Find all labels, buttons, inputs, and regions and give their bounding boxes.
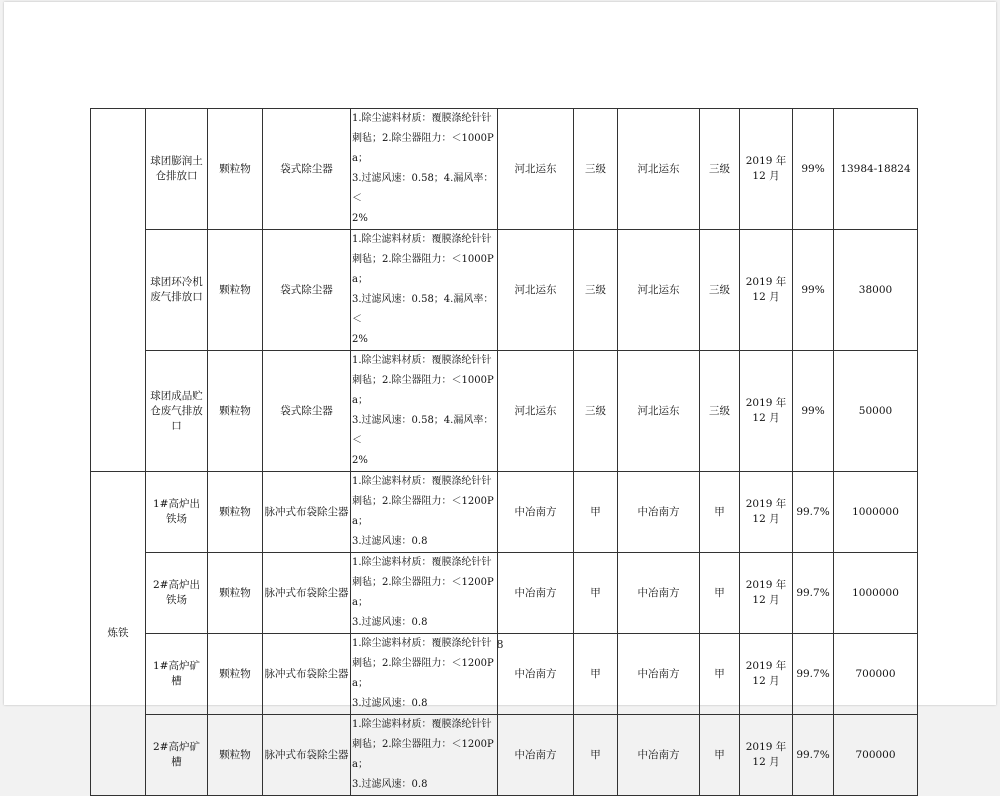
spec-line: 刺毡；2.除尘器阻力：＜1200Pa； [352,577,494,608]
efficiency-cell: 99.7% [793,472,834,553]
air-volume-cell: 700000 [834,715,918,796]
builder-grade-cell: 三级 [700,230,740,351]
spec-line: 1.除尘滤料材质：覆膜涤纶针针 [352,113,492,124]
table-row [91,553,918,634]
air-volume-cell: 38000 [834,230,918,351]
date-cell: 2019 年 12 月 [740,634,793,715]
builder-cell: 中冶南方 [618,472,700,553]
builder-grade-cell: 甲 [700,634,740,715]
emission-source-cell: 球团成品贮仓废气排放口 [146,351,208,472]
emission-source-cell: 球团膨润土仓排放口 [146,109,208,230]
table-row [91,351,918,472]
spec-line: 3.过滤风速：0.58；4.漏风率：＜ [352,173,494,204]
date-cell: 2019 年 12 月 [740,472,793,553]
builder-cell: 河北运东 [618,230,700,351]
equipment-cell: 脉冲式布袋除尘器 [263,553,351,634]
equipment-cell: 脉冲式布袋除尘器 [263,634,351,715]
table-row [91,472,918,553]
designer-cell: 河北运东 [498,109,574,230]
pollutant-cell: 颗粒物 [208,230,263,351]
efficiency-cell: 99.7% [793,634,834,715]
designer-grade-cell: 三级 [574,351,618,472]
designer-cell: 中冶南方 [498,472,574,553]
table-row [91,230,918,351]
builder-cell: 中冶南方 [618,553,700,634]
spec-line: 3.过滤风速：0.8 [352,617,428,628]
pollutant-cell: 颗粒物 [208,634,263,715]
designer-cell: 中冶南方 [498,634,574,715]
designer-grade-cell: 甲 [574,472,618,553]
spec-line: 刺毡；2.除尘器阻力：＜1000Pa； [352,375,494,406]
spec-line: 1.除尘滤料材质：覆膜涤纶针针 [352,234,492,245]
pollutant-cell: 颗粒物 [208,553,263,634]
pollutant-cell: 颗粒物 [208,351,263,472]
designer-cell: 河北运东 [498,230,574,351]
air-volume-cell: 1000000 [834,472,918,553]
section-name-cell [91,109,146,472]
table-row [91,715,918,796]
builder-cell: 河北运东 [618,109,700,230]
designer-grade-cell: 甲 [574,715,618,796]
designer-grade-cell: 三级 [574,109,618,230]
designer-grade-cell: 三级 [574,230,618,351]
efficiency-cell: 99% [793,351,834,472]
spec-line: 1.除尘滤料材质：覆膜涤纶针针 [352,638,492,649]
equipment-cell: 脉冲式布袋除尘器 [263,472,351,553]
builder-grade-cell: 甲 [700,553,740,634]
section-name-cell: 炼铁 [91,472,146,796]
builder-grade-cell: 甲 [700,472,740,553]
spec-line: 2% [352,213,368,224]
builder-grade-cell: 三级 [700,351,740,472]
equipment-cell: 袋式除尘器 [263,109,351,230]
efficiency-cell: 99.7% [793,553,834,634]
pollutant-cell: 颗粒物 [208,472,263,553]
date-cell: 2019 年 12 月 [740,553,793,634]
spec-line: 3.过滤风速：0.8 [352,536,428,547]
spec-cell [351,472,498,553]
spec-line: 刺毡；2.除尘器阻力：＜1200Pa； [352,739,494,770]
equipment-cell: 袋式除尘器 [263,351,351,472]
document-page [4,2,996,790]
builder-cell: 中冶南方 [618,634,700,715]
spec-line: 3.过滤风速：0.8 [352,698,428,709]
air-volume-cell: 1000000 [834,553,918,634]
builder-cell: 河北运东 [618,351,700,472]
spec-line: 3.过滤风速：0.8 [352,779,428,790]
emission-source-cell: 1#高炉矿槽 [146,634,208,715]
spec-cell [351,715,498,796]
designer-cell: 中冶南方 [498,715,574,796]
spec-line: 2% [352,455,368,466]
date-cell: 2019 年 12 月 [740,351,793,472]
spec-line: 2% [352,334,368,345]
emission-source-cell: 2#高炉出铁场 [146,553,208,634]
efficiency-cell: 99% [793,230,834,351]
emission-source-cell: 球团环冷机废气排放口 [146,230,208,351]
spec-cell [351,351,498,472]
spec-line: 刺毡；2.除尘器阻力：＜1200Pa； [352,658,494,689]
date-cell: 2019 年 12 月 [740,109,793,230]
spec-line: 3.过滤风速：0.58；4.漏风率：＜ [352,294,494,325]
designer-grade-cell: 甲 [574,553,618,634]
table-row [91,109,918,230]
pollutant-cell: 颗粒物 [208,715,263,796]
designer-cell: 河北运东 [498,351,574,472]
spec-line: 1.除尘滤料材质：覆膜涤纶针针 [352,476,492,487]
spec-line: 1.除尘滤料材质：覆膜涤纶针针 [352,355,492,366]
air-volume-cell: 13984-18824 [834,109,918,230]
air-volume-cell: 700000 [834,634,918,715]
designer-cell: 中冶南方 [498,553,574,634]
spec-line: 刺毡；2.除尘器阻力：＜1000Pa； [352,254,494,285]
spec-line: 1.除尘滤料材质：覆膜涤纶针针 [352,557,492,568]
air-volume-cell: 50000 [834,351,918,472]
emission-source-cell: 2#高炉矿槽 [146,715,208,796]
dust-removal-facility-table [90,108,918,796]
pollutant-cell: 颗粒物 [208,109,263,230]
spec-cell [351,553,498,634]
equipment-cell: 脉冲式布袋除尘器 [263,715,351,796]
efficiency-cell: 99.7% [793,715,834,796]
spec-line: 3.过滤风速：0.58；4.漏风率：＜ [352,415,494,446]
spec-line: 刺毡；2.除尘器阻力：＜1000Pa； [352,133,494,164]
spec-cell [351,109,498,230]
efficiency-cell: 99% [793,109,834,230]
builder-cell: 中冶南方 [618,715,700,796]
builder-grade-cell: 三级 [700,109,740,230]
page-number: 8 [496,638,504,651]
spec-line: 1.除尘滤料材质：覆膜涤纶针针 [352,719,492,730]
spec-line: 刺毡；2.除尘器阻力：＜1200Pa； [352,496,494,527]
designer-grade-cell: 甲 [574,634,618,715]
builder-grade-cell: 甲 [700,715,740,796]
spec-cell [351,230,498,351]
date-cell: 2019 年 12 月 [740,230,793,351]
date-cell: 2019 年 12 月 [740,715,793,796]
emission-source-cell: 1#高炉出铁场 [146,472,208,553]
equipment-cell: 袋式除尘器 [263,230,351,351]
